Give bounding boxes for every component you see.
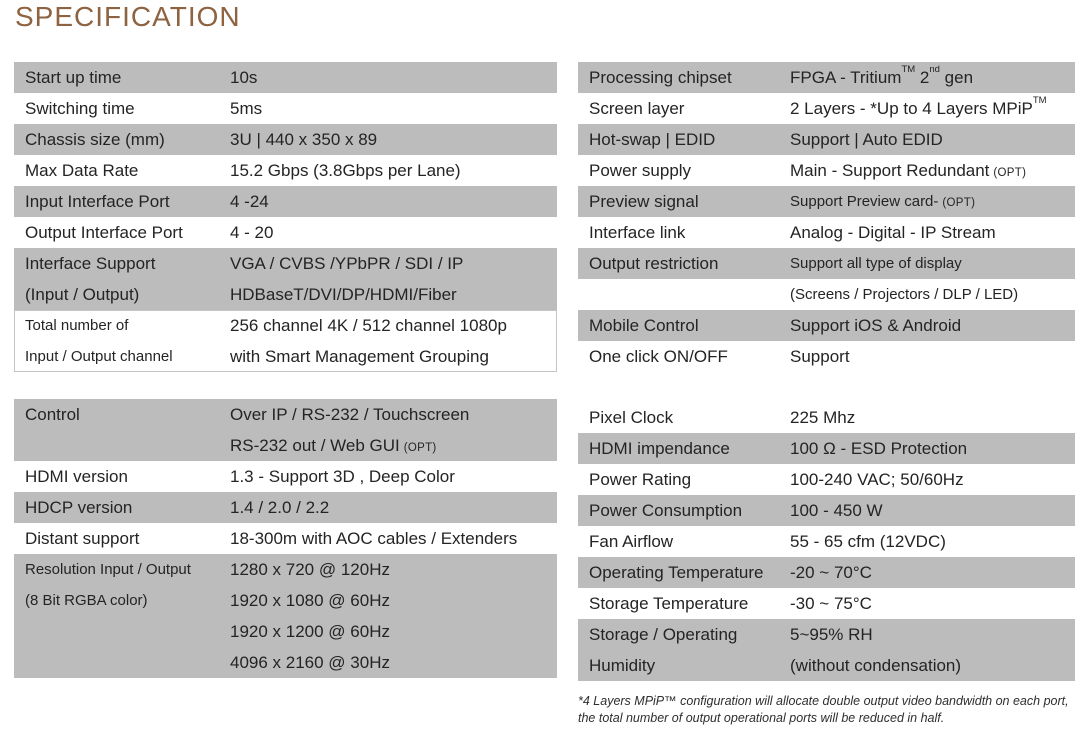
text-segment: Switching time — [25, 99, 135, 118]
spec-text-line — [790, 279, 1075, 310]
text-segment: Output restriction — [589, 254, 719, 273]
text-segment: Interface link — [589, 223, 686, 242]
text-segment: Humidity — [589, 656, 656, 675]
spec-text-line — [230, 492, 557, 523]
text-segment: 5ms — [230, 99, 263, 118]
text-segment: 225 Mhz — [790, 408, 856, 427]
text-segment: (Input / Output) — [25, 285, 140, 304]
spec-row — [14, 399, 557, 461]
spec-row-label — [14, 217, 230, 248]
spec-row — [578, 124, 1075, 155]
spec-row-value — [230, 186, 557, 217]
spec-text-line — [230, 461, 557, 492]
spec-text-line — [230, 616, 557, 647]
spec-row-value — [790, 557, 1075, 588]
text-segment: Interface Support — [25, 254, 156, 273]
spec-text-line — [25, 523, 230, 554]
spec-row-value — [230, 492, 557, 523]
text-segment: One click ON/OFF — [589, 347, 728, 366]
spec-row-label — [14, 399, 230, 461]
text-segment: HDMI version — [25, 467, 128, 486]
text-segment: 1.3 - Support 3D , Deep Color — [230, 467, 455, 486]
spec-row-value — [790, 248, 1075, 279]
spec-row-label — [578, 310, 790, 341]
spec-row — [14, 186, 557, 217]
spec-text-line — [589, 62, 790, 93]
spec-row-value — [230, 523, 557, 554]
spec-text-line — [589, 464, 790, 495]
spec-text-line — [25, 554, 230, 585]
text-segment: Support | Auto EDID — [790, 130, 943, 149]
spec-text-line — [230, 124, 557, 155]
text-segment: Total number of — [25, 317, 129, 334]
spec-row — [578, 217, 1075, 248]
spec-text-line — [589, 433, 790, 464]
text-segment: Resolution Input / Output — [25, 561, 191, 578]
spec-row-value — [790, 155, 1075, 186]
spec-text-line — [230, 248, 557, 279]
spec-text-line — [25, 279, 230, 310]
spec-row — [14, 554, 557, 678]
spec-row-label — [578, 217, 790, 248]
spec-row — [578, 588, 1075, 619]
spec-row-value — [230, 62, 557, 93]
spec-row — [578, 279, 1075, 310]
spec-row-value — [790, 310, 1075, 341]
text-segment: (8 Bit RGBA color) — [25, 592, 148, 609]
footnote-line-1: *4 Layers MPiP™ configuration will allocate double output video bandwidth on each port, — [578, 694, 1069, 708]
text-segment: Output Interface Port — [25, 223, 183, 242]
opt-badge: (OPT) — [942, 197, 976, 209]
text-segment: Input Interface Port — [25, 192, 170, 211]
spec-text-line — [790, 495, 1075, 526]
spec-text-line — [589, 557, 790, 588]
spec-row — [578, 155, 1075, 186]
superscript-text: nd — [929, 64, 940, 76]
spec-row — [578, 433, 1075, 464]
text-segment: 100 Ω - ESD Protection — [790, 439, 968, 458]
text-segment: 15.2 Gbps (3.8Gbps per Lane) — [230, 161, 461, 180]
spec-text-line — [25, 399, 230, 430]
spec-row — [14, 248, 557, 310]
text-segment: 2 — [915, 68, 930, 87]
spec-text-line — [230, 217, 557, 248]
spec-text-line — [790, 217, 1075, 248]
spec-text-line — [25, 341, 230, 372]
spec-table-left-top — [14, 62, 557, 372]
spec-row — [578, 526, 1075, 557]
spec-text-line — [25, 62, 230, 93]
spec-row-label — [14, 310, 230, 372]
spec-row-label — [578, 619, 790, 681]
spec-text-line — [230, 155, 557, 186]
spec-row-label — [14, 186, 230, 217]
spec-text-line — [25, 492, 230, 523]
spec-row-value — [790, 588, 1075, 619]
spec-row — [14, 461, 557, 492]
spec-row — [14, 310, 557, 372]
spec-row-value — [790, 619, 1075, 681]
superscript-text: TM — [901, 64, 916, 76]
spec-text-line — [790, 248, 1075, 279]
spec-row — [578, 62, 1075, 93]
text-segment: HDBaseT/DVI/DP/HDMI/Fiber — [230, 285, 457, 304]
spec-row-value — [790, 186, 1075, 217]
spec-text-line — [790, 433, 1075, 464]
text-segment: Input / Output channel — [25, 348, 173, 365]
spec-text-line — [790, 310, 1075, 341]
spec-row-label — [578, 433, 790, 464]
spec-row-label — [578, 402, 790, 433]
spec-row-value — [790, 124, 1075, 155]
spec-text-line — [230, 554, 557, 585]
spec-text-line — [589, 217, 790, 248]
spec-row-label — [14, 248, 230, 310]
opt-badge: (OPT) — [403, 442, 437, 454]
spec-row-value — [230, 554, 557, 678]
text-segment: 256 channel 4K / 512 channel 1080p — [230, 316, 507, 335]
text-segment: Main - Support Redundant — [790, 161, 990, 180]
spec-text-line — [589, 588, 790, 619]
spec-text-line — [25, 155, 230, 186]
text-segment: Analog - Digital - IP Stream — [790, 223, 996, 242]
spec-row — [14, 124, 557, 155]
text-segment: (Screens / Projectors / DLP / LED) — [790, 286, 1019, 303]
spec-row — [14, 492, 557, 523]
text-segment: Power Rating — [589, 470, 692, 489]
spec-row-value — [790, 279, 1075, 310]
spec-text-line — [25, 461, 230, 492]
spec-row-value — [230, 399, 557, 461]
spec-text-line — [790, 402, 1075, 433]
spec-text-line — [589, 186, 790, 217]
spec-text-line — [589, 495, 790, 526]
spec-text-line — [790, 124, 1075, 155]
text-segment: 18-300m with AOC cables / Extenders — [230, 529, 518, 548]
text-segment: Storage Temperature — [589, 594, 749, 613]
text-segment: 4 -24 — [230, 192, 269, 211]
spec-row-label — [578, 155, 790, 186]
spec-text-line — [589, 124, 790, 155]
text-segment: Power supply — [589, 161, 692, 180]
spec-text-line — [25, 93, 230, 124]
spec-text-line — [790, 62, 1075, 93]
spec-text-line — [589, 650, 790, 681]
footnote-line-2: the total number of output operational ports will be reduced in half. — [578, 711, 945, 725]
text-segment: Over IP / RS-232 / Touchscreen — [230, 405, 470, 424]
spec-row-label — [14, 492, 230, 523]
text-segment: 55 - 65 cfm (12VDC) — [790, 532, 946, 551]
text-segment: HDMI impendance — [589, 439, 730, 458]
spec-text-line — [589, 619, 790, 650]
spec-text-line — [230, 341, 557, 372]
spec-text-line — [589, 310, 790, 341]
spec-row-label — [578, 557, 790, 588]
spec-row-value — [790, 526, 1075, 557]
spec-row-value — [230, 310, 557, 372]
spec-text-line — [25, 124, 230, 155]
text-segment: -30 ~ 75°C — [790, 594, 872, 613]
text-segment: gen — [939, 68, 974, 87]
text-segment: 4 - 20 — [230, 223, 274, 242]
text-segment: (without condensation) — [790, 656, 962, 675]
spec-text-line — [790, 588, 1075, 619]
spec-text-line — [230, 523, 557, 554]
text-segment: 1.4 / 2.0 / 2.2 — [230, 498, 330, 517]
spec-row — [578, 248, 1075, 279]
text-segment: Support Preview card- — [790, 193, 939, 210]
spec-text-line — [589, 526, 790, 557]
spec-text-line — [230, 279, 557, 310]
text-segment: Chassis size (mm) — [25, 130, 165, 149]
spec-text-line — [589, 402, 790, 433]
text-segment: Pixel Clock — [589, 408, 674, 427]
footnote — [578, 693, 1086, 727]
spec-row-label — [14, 461, 230, 492]
spec-row — [14, 93, 557, 124]
text-segment: Support iOS & Android — [790, 316, 962, 335]
spec-text-line — [790, 93, 1075, 124]
spec-row-value — [790, 62, 1075, 93]
spec-row-label — [578, 464, 790, 495]
spec-row-value — [790, 93, 1075, 124]
spec-row-label — [578, 526, 790, 557]
text-segment: Control — [25, 405, 80, 424]
spec-text-line — [25, 217, 230, 248]
spec-row-label — [14, 62, 230, 93]
spec-row — [578, 310, 1075, 341]
text-segment: RS-232 out / Web GUI — [230, 436, 400, 455]
spec-row-value — [230, 124, 557, 155]
text-segment: FPGA - Tritium — [790, 68, 902, 87]
spec-row — [578, 557, 1075, 588]
spec-row-value — [790, 341, 1075, 372]
text-segment: Max Data Rate — [25, 161, 139, 180]
spec-row — [578, 341, 1075, 372]
spec-row-value — [230, 217, 557, 248]
text-segment: HDCP version — [25, 498, 133, 517]
spec-row-value — [790, 464, 1075, 495]
spec-text-line — [589, 248, 790, 279]
text-segment: 3U | 440 x 350 x 89 — [230, 130, 378, 149]
spec-row-label — [14, 554, 230, 678]
spec-text-line — [790, 557, 1075, 588]
spec-row — [578, 93, 1075, 124]
text-segment: Hot-swap | EDID — [589, 130, 716, 149]
text-segment: Support — [790, 347, 850, 366]
spec-text-line — [230, 399, 557, 430]
text-segment: 4096 x 2160 @ 30Hz — [230, 653, 390, 672]
spec-text-line — [790, 650, 1075, 681]
page-title: SPECIFICATION — [15, 1, 241, 32]
spec-row-value — [230, 155, 557, 186]
text-segment: Mobile Control — [589, 316, 699, 335]
spec-text-line — [589, 341, 790, 372]
spec-row-label — [578, 279, 790, 310]
spec-text-line — [230, 430, 557, 461]
text-segment: Start up time — [25, 68, 122, 87]
text-segment: 1280 x 720 @ 120Hz — [230, 560, 390, 579]
spec-row-label — [578, 495, 790, 526]
text-segment: 5~95% RH — [790, 625, 873, 644]
text-segment: 1920 x 1080 @ 60Hz — [230, 591, 390, 610]
spec-text-line — [230, 62, 557, 93]
spec-text-line — [790, 526, 1075, 557]
text-segment: Power Consumption — [589, 501, 743, 520]
text-segment: 100-240 VAC; 50/60Hz — [790, 470, 964, 489]
text-segment: Fan Airflow — [589, 532, 674, 551]
spec-row-label — [578, 93, 790, 124]
text-segment: VGA / CVBS /YPbPR / SDI / IP — [230, 254, 464, 273]
text-segment: Support all type of display — [790, 255, 962, 272]
spec-row-label — [14, 523, 230, 554]
text-segment: -20 ~ 70°C — [790, 563, 872, 582]
spec-text-line — [790, 341, 1075, 372]
text-segment: Preview signal — [589, 192, 699, 211]
spec-row-label — [578, 186, 790, 217]
spec-row-label — [578, 588, 790, 619]
spec-row — [14, 523, 557, 554]
spec-row-value — [230, 248, 557, 310]
spec-row — [14, 62, 557, 93]
spec-table-left-bottom — [14, 399, 557, 678]
spec-text-line — [230, 186, 557, 217]
spec-text-line — [230, 310, 557, 341]
text-segment: with Smart Management Grouping — [230, 347, 489, 366]
spec-row — [578, 402, 1075, 433]
spec-text-line — [790, 619, 1075, 650]
spec-text-line — [25, 186, 230, 217]
text-segment: Processing chipset — [589, 68, 732, 87]
spec-row — [578, 619, 1075, 681]
text-segment: Operating Temperature — [589, 563, 764, 582]
spec-row — [578, 186, 1075, 217]
text-segment: 2 Layers - *Up to 4 Layers MPiP — [790, 99, 1033, 118]
spec-row — [578, 464, 1075, 495]
text-segment: 10s — [230, 68, 258, 87]
spec-text-line — [790, 464, 1075, 495]
superscript-text: TM — [1032, 95, 1047, 107]
spec-row-value — [790, 433, 1075, 464]
spec-text-line — [790, 186, 1075, 217]
spec-text-line — [230, 93, 557, 124]
spec-row-value — [230, 461, 557, 492]
spec-row-label — [578, 62, 790, 93]
spec-text-line — [230, 585, 557, 616]
spec-row — [14, 217, 557, 248]
text-segment: Storage / Operating — [589, 625, 738, 644]
spec-text-line — [790, 155, 1075, 186]
spec-row-value — [790, 402, 1075, 433]
spec-text-line — [25, 248, 230, 279]
text-segment: 100 - 450 W — [790, 501, 883, 520]
opt-badge: (OPT) — [993, 167, 1027, 179]
spec-table-right-top — [578, 62, 1075, 372]
spec-table-right-bottom — [578, 402, 1075, 681]
spec-row-label — [14, 155, 230, 186]
spec-text-line — [230, 647, 557, 678]
spec-row — [578, 495, 1075, 526]
text-segment: Distant support — [25, 529, 140, 548]
spec-text-line — [589, 155, 790, 186]
spec-row-label — [14, 93, 230, 124]
spec-row-value — [230, 93, 557, 124]
spec-text-line — [25, 310, 230, 341]
spec-row-label — [578, 124, 790, 155]
text-segment: Screen layer — [589, 99, 685, 118]
spec-text-line — [25, 585, 230, 616]
spec-text-line — [589, 93, 790, 124]
spec-row-label — [14, 124, 230, 155]
spec-row-value — [790, 217, 1075, 248]
spec-row-label — [578, 248, 790, 279]
text-segment: 1920 x 1200 @ 60Hz — [230, 622, 390, 641]
spec-row — [14, 155, 557, 186]
spec-row-label — [578, 341, 790, 372]
spec-row-value — [790, 495, 1075, 526]
